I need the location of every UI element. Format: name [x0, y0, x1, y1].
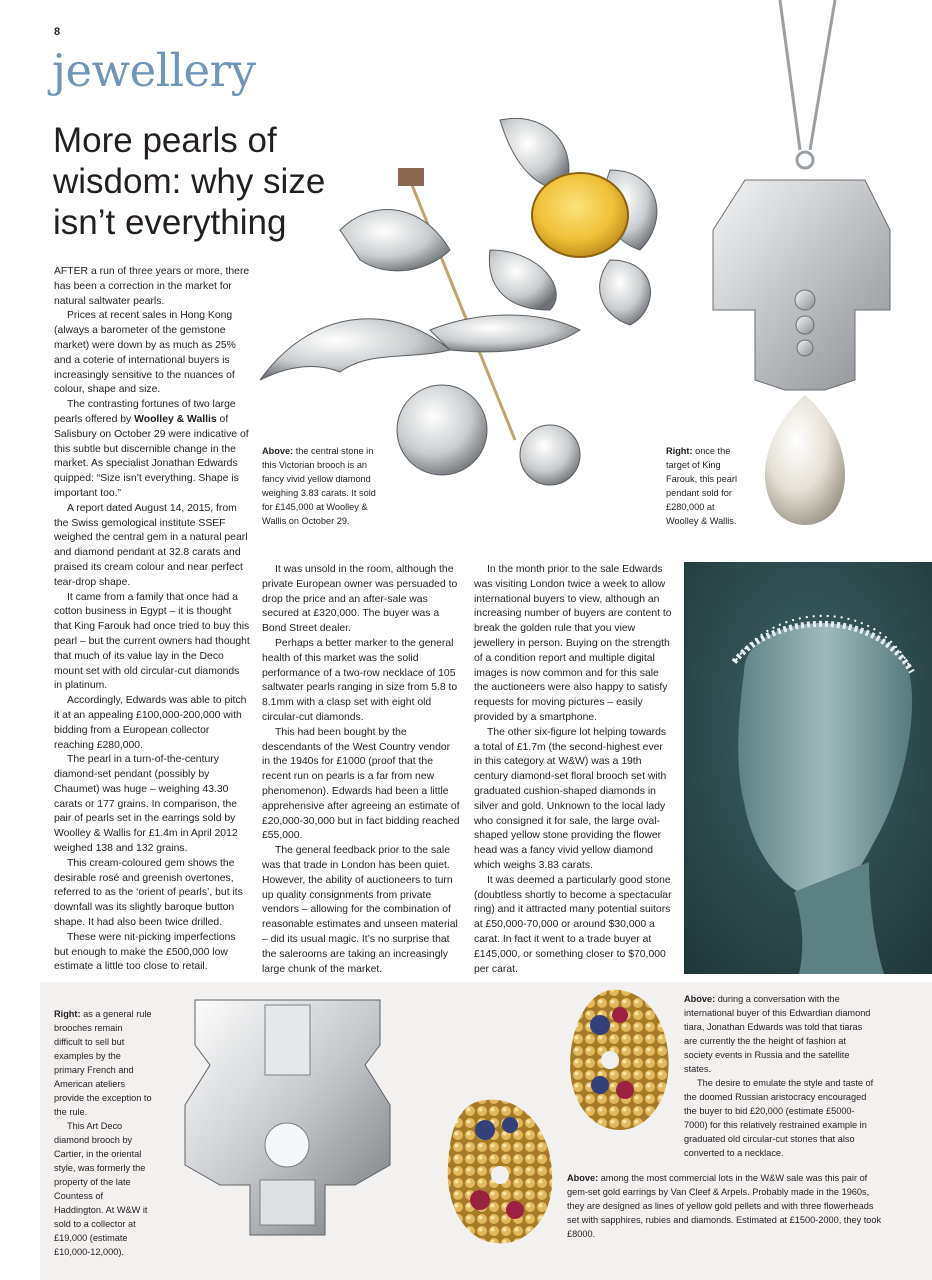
- paragraph: It was unsold in the room, although the private European owner was persuaded to drop the price and an after-sale was secured at £320,000. The buyer was a Bond Street dealer.: [262, 564, 458, 635]
- headline: More pearls of wisdom: why size isn’t everything: [53, 121, 326, 242]
- article-column-1: [54, 265, 250, 975]
- paragraph: In the month prior to the sale Edwards was visiting London twice a week to allow international buyers to view, although an increasing number of buyers are content to break the golden rule that you view jewellery in person. Buying on the strength of a condition report and multiple digital images is now common and for this sale the auctioneers were also happy to satisfy requests for moving pictures – easily provided by a smartphone.: [474, 564, 672, 723]
- brooch-caption: Above: the central stone in this Victorian brooch is an fancy vivid yellow diamond weighing 3.83 carats. It sold for £145,000 at Woolley & Wallis on October 29.: [262, 446, 376, 526]
- tiara-caption: Above: during a conversation with the international buyer of this Edwardian diamond tiara, Jonathan Edwards was told that tiaras are currently the the height of fashion at society events in Russia and the satellite states. The desire to emulate the style and taste of the doomed Russian aristocracy encouraged the buyer to bid £20,000 (estimate £5000-7000) for this relatively restrained example in graduated old circular-cut stones that also converted to a necklace.: [684, 994, 874, 1158]
- paragraph: These were nit-picking imperfections but enough to make the £500,000 low estimate a little too close to retail.: [54, 931, 236, 973]
- article-column-2: [262, 563, 460, 977]
- paragraph: This cream-coloured gem shows the desirable rosé and greenish overtones, referred to as the ‘orient of pearls’, but its downfall was its slightly baroque button shape. It had also been twice drilled.: [54, 857, 243, 929]
- article-column-3: [474, 563, 672, 977]
- pendant-caption: Right: once the target of King Farouk, this pearl pendant sold for £280,000 at Woolley & Wallis.: [666, 446, 737, 526]
- paragraph: Accordingly, Edwards was able to pitch it at an appealing £100,000-200,000 with bidding from a European collector reaching £280,000.: [54, 695, 247, 751]
- paragraph: A report dated August 14, 2015, from the Swiss gemological institute SSEF weighed the central gem in a natural pearl and diamond pendant at 32.8 carats and praised its cream colour and near perfect tear-drop shape.: [54, 502, 248, 588]
- tiara-photo: [684, 562, 932, 974]
- art-deco-brooch-photo: [165, 985, 410, 1250]
- paragraph: The pearl in a turn-of-the-century diamond-set pendant (possibly by Chaumet) was huge – weighing 43.30 carats or 177 grains. In comparison, the pair of pearls set in the earrings sold by Woolley & Wallis for £1.4m in April 2012 weighed 138 and 132 grains.: [54, 754, 238, 855]
- paragraph: Perhaps a better marker to the general health of this market was the solid performance of a two-row necklace of 105 saltwater pearls ranging in size from 5.8 to 8.1mm with a clasp set with eight old circular-cut diamonds.: [262, 637, 458, 723]
- paragraph: This had been bought by the descendants of the West Country vendor in the 1940s for £1000 (proof that the recent run on pearls is a far from new phenomenon). Edwards had been a little apprehensive after agreeing an estimate of £20,000-30,000 but in fact bidding reached £55,000.: [262, 726, 460, 842]
- paragraph: AFTER a run of three years or more, there has been a correction in the market for natural saltwater pearls.: [54, 266, 250, 307]
- paragraph: The general feedback prior to the sale was that trade in London has been quiet. However, the ability of auctioneers to turn up quality consignments from private vendors – allowing for the combination of reasonable estimates and unseen material – did its usual magic. It’s no surprise that the salerooms are taking an increasingly large chunk of the market.: [262, 845, 458, 975]
- paragraph: Prices at recent sales in Hong Kong (always a barometer of the gemstone market) were down by as much as 25% and a coterie of international buyers is increasingly sensitive to the nuances of colour, shape and size.: [54, 310, 236, 396]
- earrings-caption: Above: among the most commercial lots in the W&W sale was this pair of gem-set gold earrings by Van Cleef & Arpels. Probably made in the 1960s, they are designed as lines of yellow gold pellets and with three flowerheads set with sapphires, rubies and diamonds. Estimated at £1500-2000, they took £8000.: [567, 1173, 882, 1239]
- section-title: jewellery: [52, 44, 256, 97]
- art-deco-brooch-caption: Right: as a general rule brooches remain difficult to sell but examples by the primary French and American ateliers provide the exception to the rule. This Art Deco diamond brooch by Cartier, in the oriental style, was formerly the property of the late Countess of Haddington. At W&W it sold to a collector at £19,000 (estimate £10,000-12,000).: [54, 1009, 152, 1257]
- paragraph: The contrasting fortunes of two large pearls offered by Woolley & Wallis of Salisbury on October 29 were indicative of this subtle but discernible change in the market. As specialist Jonathan Edwards quipped: “Size isn’t everything. Shape is important too.”: [54, 399, 249, 499]
- page-number: 8: [54, 26, 61, 38]
- paragraph: The other six-figure lot helping towards a total of £1.7m (the second-highest ever in this category at W&W) was a 19th century diamond-set floral brooch set with graduated cushion-shaped diamonds in silver and gold. Unknown to the local lady who consigned it for sale, the large oval-shaped yellow stone providing the flower head was a fancy vivid yellow diamond which weighs 3.83 carats.: [474, 726, 667, 871]
- paragraph: It was deemed a particularly good stone (doubtless shortly to become a spectacular ring) and it attracted many potential suitors at £50,000-70,000 or around $30,000 a carat. In fact it went to a trade buyer at £145,000, or something closer to $70,000 per carat.: [474, 874, 672, 975]
- paragraph: It came from a family that once had a cotton business in Egypt – it is thought that King Farouk had once tried to buy this pearl – but the current owners had thought that much of its value lay in the Deco mount set with old circular-cut diamonds in platinum.: [54, 591, 250, 692]
